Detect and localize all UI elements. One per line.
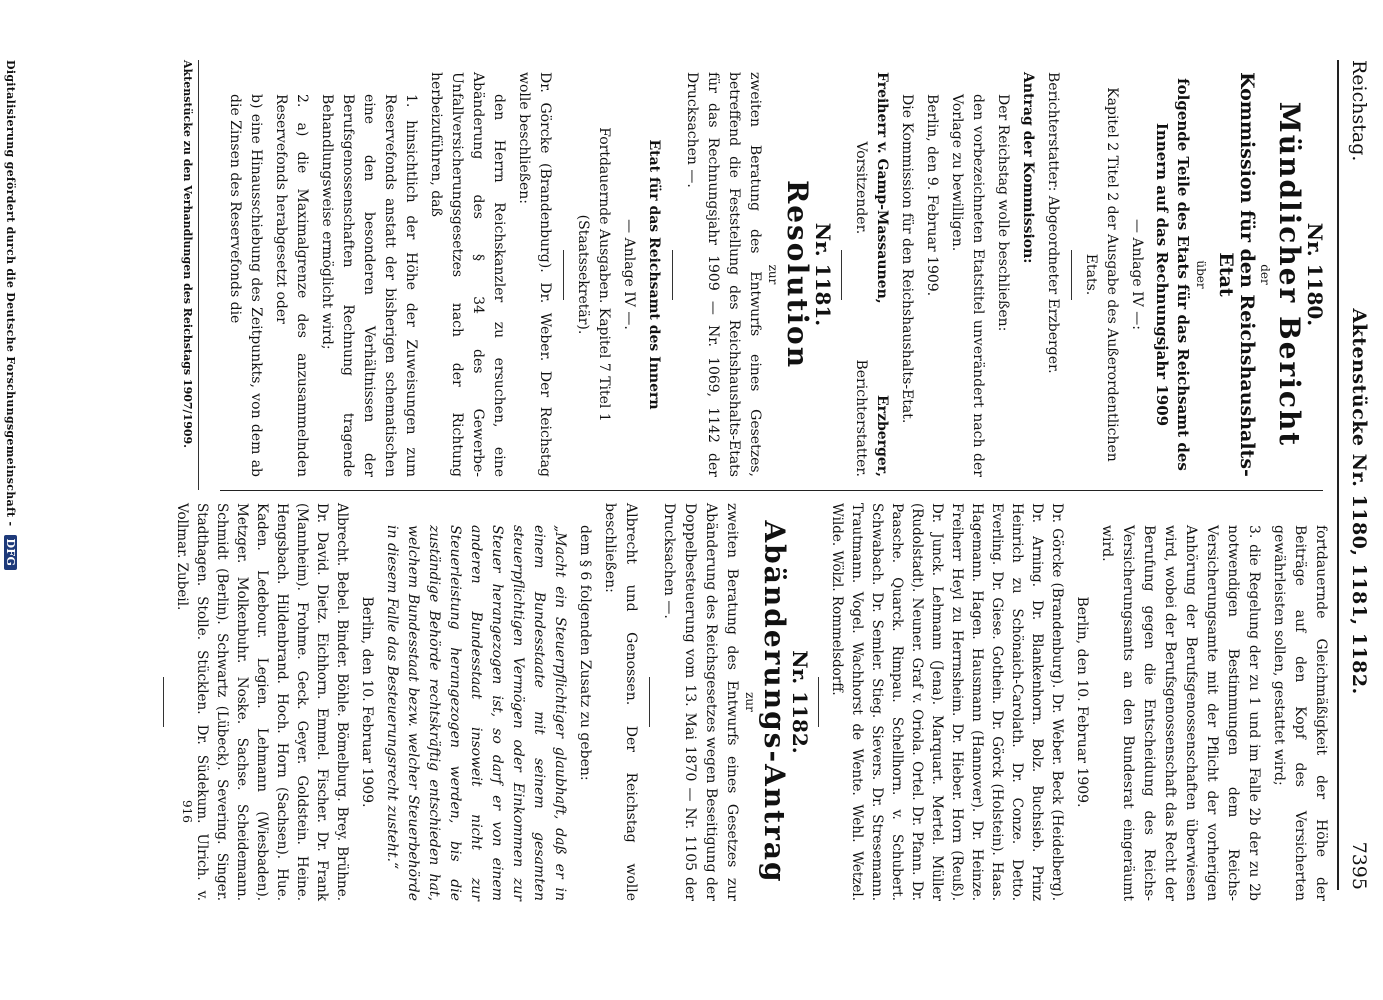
divider — [649, 677, 650, 727]
divider — [163, 677, 164, 727]
resolution-body: zweiten Beratung des Entwurfs eines Gesetzes, betreffend die Feststellung des Reichshaushalts-Etats für das Rechnungsjahr 1909 — Nr. 1069, 1142 der Drucksachen —. — [684, 72, 763, 477]
divider — [672, 250, 673, 300]
column-divider — [220, 490, 1323, 491]
amendment-intro: Albrecht und Genossen. Der Reichstag wolle beschließen: — [602, 503, 639, 901]
amendment-body: zweiten Beratung des Entwurfs eines Gesetzes zur Abänderung des Reichsgesetzes wegen Beseitigung der Doppelbesteuerung vom 13. Mai 1870 — Nr. 1105 der Drucksachen —. — [661, 503, 740, 901]
signers-1181: Dr. Görcke (Brandenburg). Dr. Weber. Beck (Heidelberg). Dr. Arning. Dr. Blankenhorn. Bolz. Buchsieb. Prinz Heinrich zu Schönaich-Carolath. Dr. Conze. Detto. Everling. Dr. Giese. Gothein. Dr. Görck (Holstein). Haas. Hagemann. Hagen. Hausmann (Hannover). Dr. Heinze. Freiherr Heyl zu Herrnsheim. Dr. Hieber. Horn (Reuß). Dr. Junck. Lehmann (Jena). Marquart. Mertel. Müller (Rudolstadt). Neuner. Graf v. Oriola. Ortel. Dr. Pfann. Dr. Paasche. Quarck. Rimpau. Schellhorn. v. Schubert. Schwabach. Dr. Semler. Stieg. Sievers. Dr. Stresemann. Trautmann. Vogel. Wachhorst de Wente. Wehl. Wetzel. Wilde. Wölzl. Rommelsdorff. — [829, 503, 1065, 901]
berichterstatter: Berichterstatter: Abgeordneter Erzberger. — [1045, 72, 1061, 374]
resolution-item-3: 3. die Regelung der zu 1 und im Falle 2b der zu 2b notwendigen Bestimmungen dem Reichs-Versicherungsamte mit der Pflicht der vorherigen Anhörung der Berufsgenossenschaften überwiesen wird, wobei der Berufsgenossenschaft das Recht der Berufung gegen die Entscheidung des Reichs-Versicherungsamts an den Bundesrat eingeräumt wird. — [1099, 525, 1262, 901]
antrag-detail: den vorbezeichneten Etatstitel unverändert nach der Vorlage zu bewilligen. — [949, 94, 986, 477]
divider — [818, 677, 819, 727]
anlage-1180: — Anlage IV —: — [1129, 219, 1145, 330]
dfg-logo: DFG — [4, 535, 17, 571]
divider — [841, 250, 842, 300]
signers-1182: Albrecht. Bebel. Binder. Böhle. Bömelburg. Brey. Brühne. Dr. David. Dietz. Eichhorn. Emmel. Fischer. Dr. Frank (Mannheim). Frohme. Geck. Geyer. Goldstein. Heine. Hengsbach. Hildenbrand. Hoch. Horn (Sachsen). Hue. Kaden. Ledebour. Legien. Lehmann (Wiesbaden). Metzger. Molkenbuhr. Noske. Sachse. Scheidemann. Schmidt (Berlin). Schwartz (Lübeck). Severing. Singer. Stadthagen. Stolle. Stücklen. Dr. Südekum. Ulrich. v. Vollmar. Zubeil. — [174, 503, 350, 901]
digitization-text: Digitalisierung gefördert durch die Deutsche Forschungsgemeinschaft - — [4, 60, 17, 527]
anlage-1181: — Anlage IV —. — [621, 219, 637, 330]
resolution-request: den Herrn Reichskanzler zu ersuchen, eine Abänderung des § 34 des Gewerbe-Unfallversicherungsgesetzes nach der Richtung herbeizuführen, daß — [428, 72, 507, 477]
commission-name: Kommission für den Reichshaushalts-Etat — [1215, 72, 1258, 477]
header-rule — [1337, 60, 1339, 890]
ueber-label: über — [1194, 260, 1208, 289]
digitization-note — [4, 60, 17, 570]
date-1181: Berlin, den 10. Februar 1909. — [1074, 596, 1090, 808]
right-column — [155, 503, 1331, 901]
amendment-para-intro: dem § 6 folgenden Zusatz zu geben: — [577, 525, 593, 781]
reporter-role: Berichterstatter. — [853, 359, 869, 477]
page-footer: Aktenstücke zu den Verhandlungen des Reichstags 1907/1909. — [180, 60, 199, 490]
antrag-text: Der Reichstag wolle beschließen: — [995, 94, 1011, 332]
etat-heading: Etat für das Reichsamt des Innern — [646, 139, 662, 410]
doc-title-1182: Abänderungs-Antrag — [758, 520, 791, 884]
der-label: der — [1258, 264, 1272, 285]
divider — [563, 250, 564, 300]
page-header — [1343, 60, 1375, 890]
continuation-text: fortdauernde Gleichmäßigkeit der Höhe der Beiträge auf den Kopf des Versicherten gewährleisten sollen, gestattet wird; — [1271, 525, 1329, 901]
doc-number-1180: Nr. 1180. — [1303, 222, 1327, 327]
header-left: Reichstag. — [1348, 60, 1370, 162]
divider — [1071, 250, 1072, 300]
zur-label-1181: zur — [766, 264, 780, 285]
kapitel-1180: Kapitel 2 Titel 2 der Ausgabe des Außerordentlichen Etats. — [1083, 87, 1120, 462]
resolution-item-2b: b) eine Hinausschiebung des Zeitpunkts, von dem ab die Zinsen des Reservefonds die — [227, 94, 264, 477]
left-column — [220, 72, 1331, 477]
doc-title-1180: Mündlicher Bericht — [1273, 101, 1306, 448]
doc-number-1181: Nr. 1181. — [811, 222, 835, 327]
chair-role: Vorsitzender. — [853, 141, 869, 235]
antrag-label: Antrag der Kommission: — [1020, 72, 1036, 264]
chair-name: Freiherr v. Gamp-Massaunen, — [874, 72, 890, 304]
zur-label-1182: zur — [743, 692, 757, 712]
commission-signature-line: Die Kommission für den Reichshaushalts-Etat. — [899, 94, 915, 424]
amendment-quote: „Macht ein Steuerpflichtiger glaubhaft, daß er in einem Bundesstaate mit seinem gesamten steuerpflichtigen Vermögen oder Einkommen zur Steuer herangezogen ist, so darf er von einem anderen Bundesstaat insoweit nicht zur Steuerleistung herangezogen werden, bis die zuständige Behörde rechtskräftig entschieden hat, welchem Bundesstaat bezw. welcher Steuerbehörde in diesem Falle das Besteuerungsrecht zusteht.“ — [384, 525, 568, 901]
resolution-item-2a: 2. a) die Maximalgrenze des anzusammelnden Reservefonds herabgesetzt oder — [273, 94, 310, 477]
bottom-page-number: 916 — [180, 800, 194, 823]
ausgaben-1181: Fortdauernde Ausgaben. Kapitel 7 Titel 1 (Staatssekretär). — [575, 127, 612, 422]
signatures-1180 — [850, 72, 892, 477]
resolution-intro: Dr. Görcke (Brandenburg). Dr. Weber. Der Reichstag wolle beschließen: — [516, 72, 553, 477]
header-middle: Aktenstücke Nr. 1180, 1181, 1182. — [1348, 308, 1370, 695]
resolution-item-1: 1. hinsichtlich der Höhe der Zuweisungen zum Reservefonds anstatt der bisherigen schematischen eine den besonderen Verhältnissen der Berufsgenossenschaften Rechnung tragende Behandlungsweise ermöglicht wird; — [319, 94, 419, 477]
date-1182: Berlin, den 10. Februar 1909. — [359, 596, 375, 808]
header-page-number: 7395 — [1348, 841, 1370, 890]
doc-number-1182: Nr. 1182. — [788, 650, 812, 754]
doc-title-1181: Resolution — [781, 179, 814, 370]
reporter-name: Erzberger, — [874, 395, 890, 477]
report-subject: folgende Teile des Etats für das Reichsamt des Innern auf das Rechnungsjahr 1909 — [1153, 78, 1192, 471]
date-1180: Berlin, den 9. Februar 1909. — [924, 94, 940, 297]
